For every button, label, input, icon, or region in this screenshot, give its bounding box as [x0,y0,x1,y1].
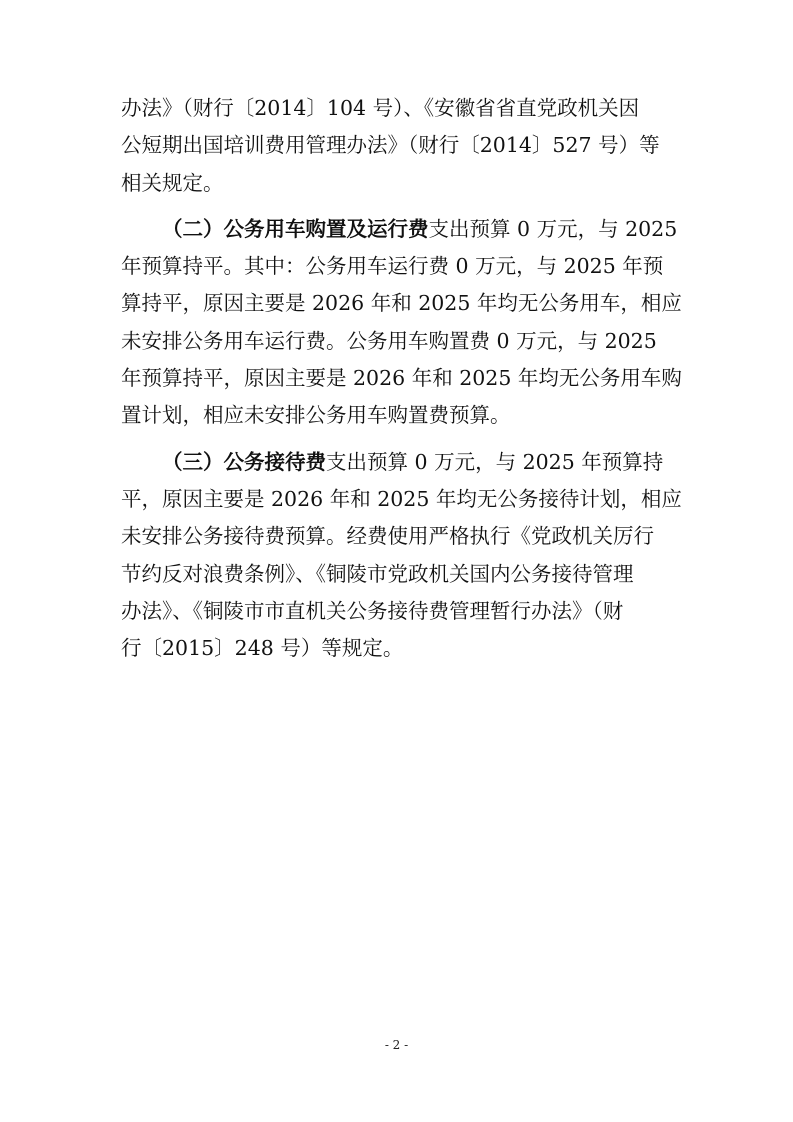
text-run: 支出预算 0 万元，与 2025 [428,216,678,241]
section-heading: （三）公务接待费 [162,449,326,474]
paragraph [121,444,682,668]
paragraph [121,90,677,202]
section-heading: （二）公务用车购置及运行费 [162,216,429,241]
text-line: 节约反对浪费条例》、《铜陵市党政机关国内公务接待管理 [121,561,634,586]
text-line: 置计划，相应未安排公务用车购置费预算。 [121,403,511,428]
text-line: 算持平，原因主要是 2026 年和 2025 年均无公务用车，相应 [121,291,682,316]
text-line: 年预算持平，原因主要是 2026 年和 2025 年均无公务用车购 [121,366,682,391]
text-line: 平，原因主要是 2026 年和 2025 年均无公务接待计划，相应 [121,486,682,511]
text-line: 未安排公务接待费预算。经费使用严格执行《党政机关厉行 [121,524,654,549]
text-line [121,444,677,481]
document-body [121,90,682,667]
text-line: 办法》、《铜陵市市直机关公务接待费管理暂行办法》（财 [121,598,624,623]
text-line: 相关规定。 [121,170,224,195]
paragraph-gap [121,202,677,211]
text-line: 公短期出国培训费用管理办法》（财行〔2014〕527 号）等 [121,133,660,158]
text-line: 行〔2015〕248 号）等规定。 [121,636,404,661]
text-line: 年预算持平。其中：公务用车运行费 0 万元，与 2025 年预 [121,254,664,279]
text-line: 未安排公务用车运行费。公务用车购置费 0 万元，与 2025 [121,328,657,353]
text-line [121,211,677,248]
paragraph-gap [121,435,677,444]
text-run: 支出预算 0 万元，与 2025 年预算持 [326,449,664,474]
text-line: 办法》（财行〔2014〕104 号）、《安徽省省直党政机关因 [121,96,640,120]
page-number: - 2 - [384,1038,409,1052]
paragraph [121,211,682,435]
